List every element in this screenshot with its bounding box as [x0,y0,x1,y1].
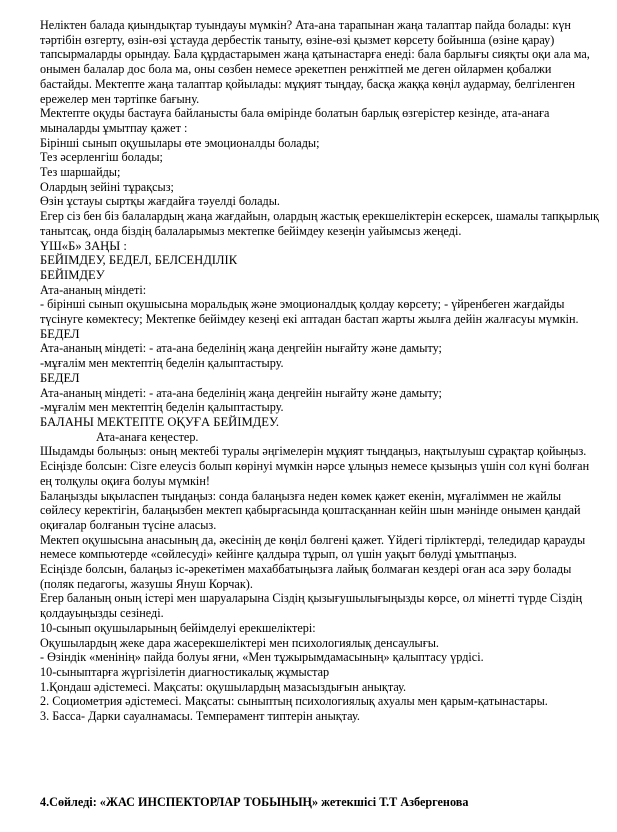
diagnostics-heading: 10-сыныптарға жүргізілетін диагностикалық жұмыстар [40,664,330,679]
parent-duty-line: Ата-ананың міндеті: - ата-ана беделінің жаңа деңгейін нығайту және дамыту; [40,385,442,400]
paragraph-patience: Шыдамды болыңыз: оның мектебі туралы әңгімелерін мұқият тыңдаңыз, нақтылуыш сұрақтар қойыңыз. [40,444,587,459]
grade10-item: Оқушылардың жеке дара жасерекшеліктері мен психологиялық денсаулығы. [40,635,439,650]
parent-advice-heading: Ата-анаға кеңестер. [96,429,199,444]
paragraph-difficulties: Неліктен балада қиындықтар туындауы мүмкін? Ата-ана тарапынан жаңа талаптар пайда болады: күн тәртібін өзгерту, өзін-өзі ұстауда дербестік таныту, өзіне-өзі қызмет көрсету бойынша (өзіне қарау) тапсырмаларды орындау. Бала құрдастарымен жаңа қатынастарға енеді: бала барлығы сияқты оқи ала ма, онымен балалар дос бола ма, оны сөзбен немесе әрекетпен ренжітпей ме деген ойлармен қобалжи бастайды. Мектепте жаңа талаптар қойылады: мұқият тыңдау, басқа жаққа көңіл аудармау, белгіленген ережелер мен тәртіпке бағыну. [40,18,590,106]
paragraph-support: - бірінші сынып оқушысына моральдық және эмоционалдық қолдау көрсету; - үйренбеген жағдайды түсінуге көмектесу; Мектепке бейімдеу кезеңі екі аптадан бастап жарты жылға дейін жалғасуы мүмкін. [40,297,579,327]
paragraph-listen: Балаңызды ықыласпен тыңдаңыз: сонда балаңызға неден көмек қажет екенін, мұғаліммен не жайлы сөйлесу керектігін, балаңызбен мектеп қабырғасында қоштасқаннан кейін шын мәнінде онымен қандай оқиғалар болғанын түсіне аласыз. [40,488,581,532]
grade10-heading: 10-сынып оқушыларының бейімделуі ерекшеліктері: [40,620,316,635]
diagnostics-item: 3. Басса- Дарки сауалнамасы. Темперамент типтерін анықтау. [40,709,360,724]
heading-authority: БЕДЕЛ [40,326,80,341]
paragraph-remember: Есіңізде болсын: Сізге елеусіз болып көрінуі мүмкін нәрсе ұлыңыз немесе қызыңыз үшін сол күні болған ең толқулы оқиға болуы мүмкін! [40,459,590,488]
grade10-item: - Өзіндік «менінің» пайда болуы яғни, «Мен тұжырымдамасының» қалыптасу үрдісі. [40,650,484,665]
paragraph-attention: Мектеп оқушысына анасының да, әкесінің де көңіл бөлгені қажет. Үйдегі тірліктерді, теледидар қарауды немесе компьютерде «сөйлесуді» кейінге қалдыра тұрып, ол үшін уақыт бөлуді ұмытпаңыз. [40,532,586,562]
paragraph-interest: Егер баланың оның істері мен шаруаларына Сіздің қызығушылығыңызды көрсе, ол мінетті түрде Сіздің қолдауыңызды сезінеді. [40,591,583,621]
paragraph-adaptation: Егер сіз бен біз балалардың жаңа жағдайын, олардың жастық ерекшеліктерін ескерсек, шамалы тапқырлық танытсақ, онда біздің балаларымыз мектепке бейімдеу кезеңін уайымсыз жеңеді. [40,209,599,238]
document-body [40,18,600,724]
list-item: Тез шаршайды; [40,165,121,180]
speaker-footer: 4.Сөйледі: «ЖАС ИНСПЕКТОРЛАР ТОБЫНЫҢ» жетекшісі Т.Т Азбергенова [40,795,469,809]
heading-three-b-law: ҮШ«Б» ЗАҢЫ : [40,238,127,253]
teacher-authority-line: -мұғалім мен мектептің беделін қалыптастыру. [40,400,284,415]
diagnostics-item: 1.Қондаш әдістемесі. Мақсаты: оқушылардың мазасыздығын анықтау. [40,679,407,694]
heading-three-b-list: БЕЙІМДЕУ, БЕДЕЛ, БЕЛСЕНДІЛІК [40,253,238,268]
heading-authority: БЕДЕЛ [40,370,80,385]
list-item: Олардың зейіні тұрақсыз; [40,179,174,194]
list-item: Өзін ұстауы сыртқы жағдайға тәуелді болады. [40,194,280,209]
list-item: Тез әсерленгіш болады; [40,150,163,165]
teacher-authority-line: -мұғалім мен мектептің беделін қалыптастыру. [40,356,284,371]
parent-duty-label: Ата-ананың міндеті: [40,282,147,297]
paragraph-korczak: Есіңізде болсын, балаңыз іс-әрекетімен махаббатыңызға лайық болмаған кездері оған аса зәру болады (поляк педагогы, жазушы Януш Корчак). [40,562,572,591]
heading-school-adaptation: БАЛАНЫ МЕКТЕПТЕ ОҚУҒА БЕЙІМДЕУ. [40,414,279,429]
list-item: Бірінші сынып оқушылары өте эмоционалды болады; [40,135,320,150]
parent-duty-line: Ата-ананың міндеті: - ата-ана беделінің жаңа деңгейін нығайту және дамыту; [40,341,442,356]
heading-adaptation: БЕЙІМДЕУ [40,267,105,282]
paragraph-changes: Мектепте оқуды бастауға байланысты бала өмірінде болатын барлық өзгерістер кезінде, ата-анаға мыналарды ұмытпау қажет : [40,106,550,135]
diagnostics-item: 2. Социометрия әдістемесі. Мақсаты: сыныптың психологиялық ахуалы мен қарым-қатынастары. [40,694,548,709]
